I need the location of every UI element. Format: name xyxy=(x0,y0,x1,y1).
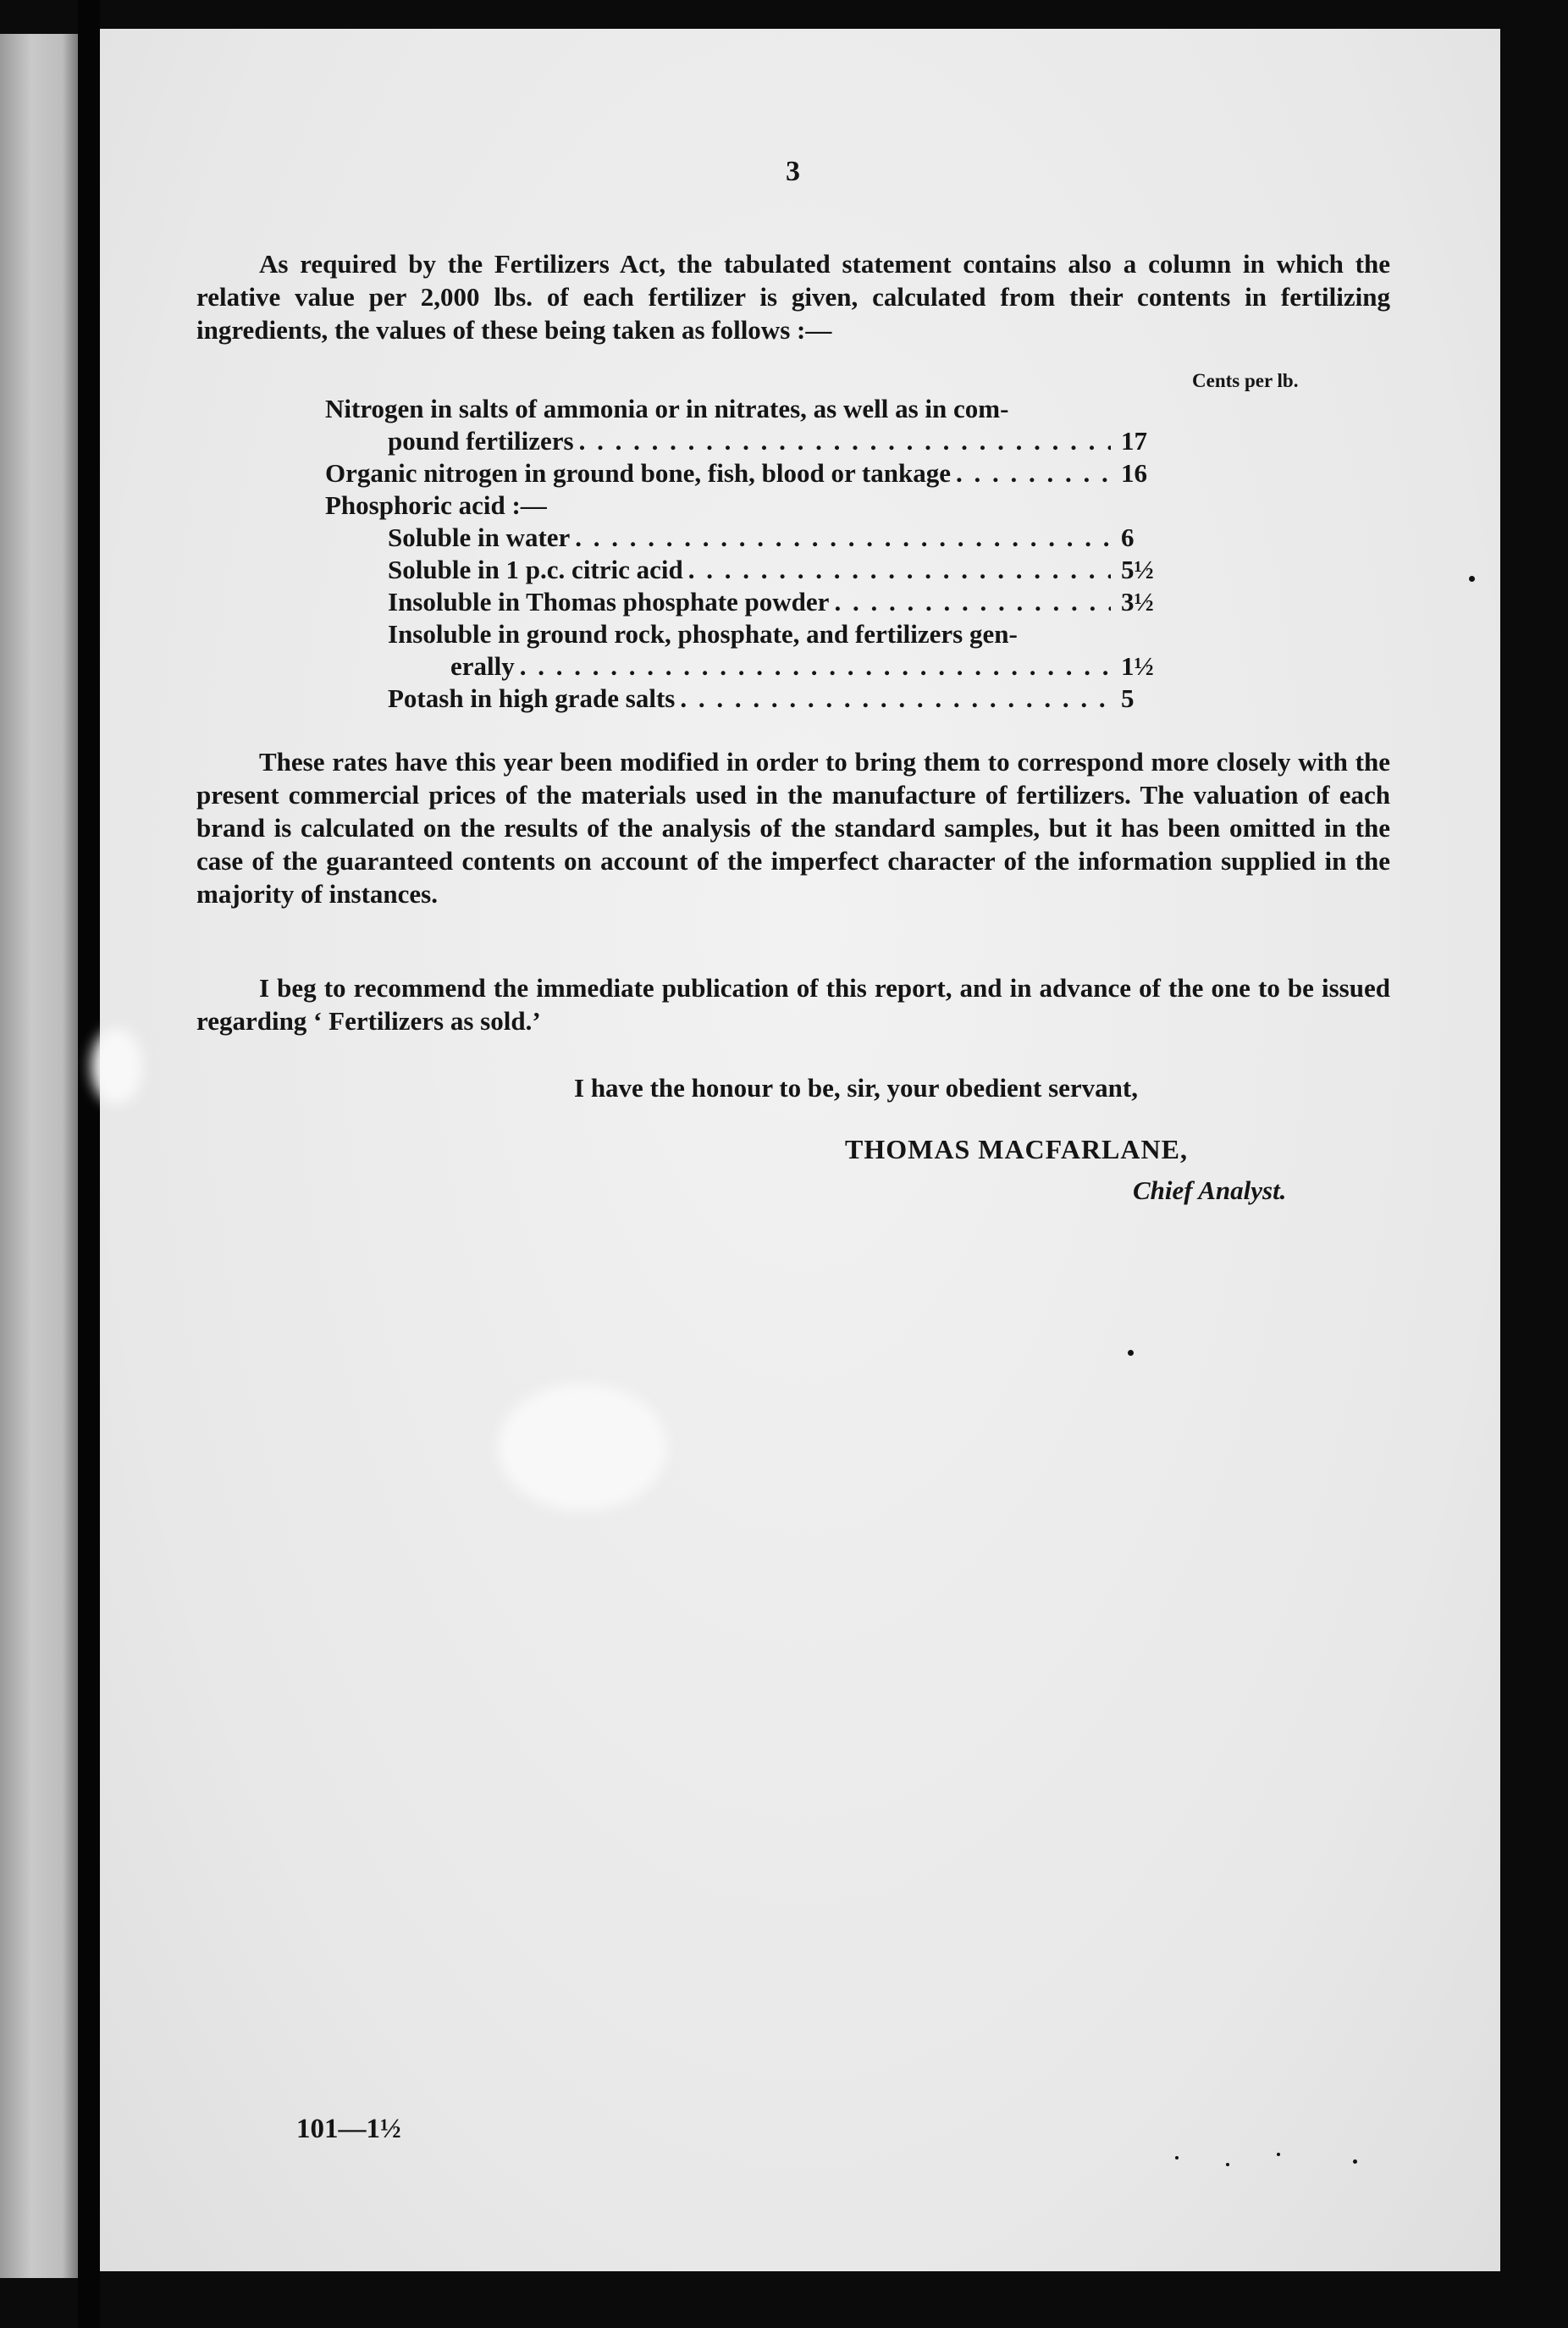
leader-dots xyxy=(688,554,1111,586)
closing-line: I have the honour to be, sir, your obedient servant, xyxy=(574,1073,1138,1103)
previous-page-edge xyxy=(0,34,78,2278)
rate-label-soluble-citric: Soluble in 1 p.c. citric acid xyxy=(388,555,683,584)
leader-dots xyxy=(834,586,1111,618)
rate-label-potash: Potash in high grade salts xyxy=(388,683,676,713)
dust-speck xyxy=(1469,576,1475,582)
dust-speck xyxy=(1226,2163,1229,2166)
signature-title: Chief Analyst. xyxy=(1133,1175,1287,1205)
rate-row-nitrogen xyxy=(388,425,1116,457)
rate-label-insoluble-rock-line2: erally xyxy=(450,651,515,681)
rate-value-insoluble-rock: 1½ xyxy=(1121,651,1154,681)
recommendation-paragraph: I beg to recommend the immediate publication of this report, and in advance of the one to be issued regarding ‘ Fertilizers as sold.’ xyxy=(196,973,1390,1036)
rate-value-organic-nitrogen: 16 xyxy=(1121,458,1147,488)
leader-dots xyxy=(579,425,1111,457)
leader-dots xyxy=(520,650,1111,683)
rate-value-insoluble-thomas: 3½ xyxy=(1121,587,1154,617)
paper-stain xyxy=(498,1384,667,1511)
signature-name: THOMAS MACFARLANE, xyxy=(845,1134,1188,1164)
rate-label-nitrogen-line2: pound fertilizers xyxy=(388,426,574,456)
rate-value-nitrogen: 17 xyxy=(1121,426,1147,456)
document-page xyxy=(100,29,1500,2271)
rates-column-header: Cents per lb. xyxy=(1192,370,1299,391)
rate-value-potash: 5 xyxy=(1121,683,1135,713)
rate-row-potash xyxy=(388,683,1116,715)
rate-value-soluble-water: 6 xyxy=(1121,523,1135,552)
printer-signature-mark: 101—1½ xyxy=(296,2114,401,2144)
rate-label-nitrogen-line1: Nitrogen in salts of ammonia or in nitrates, as well as in com- xyxy=(325,394,1009,423)
intro-paragraph: As required by the Fertilizers Act, the tabulated statement contains also a column in which the relative value per 2,000 lbs. of each fertilizer is given, calculated from their contents in fertilizing ingredients, the values of these being taken as follows :— xyxy=(196,249,1390,345)
rates-note-paragraph: These rates have this year been modified in order to bring them to correspond more closely with the present commercial prices of the materials used in the manufacture of fertilizers. The valuation of each brand is calculated on the results of the analysis of the standard samples, but it has been omitted in the case of the guaranteed contents on account of the imperfect character of the information supplied in the majority of instances. xyxy=(196,747,1390,909)
rate-row-organic-nitrogen xyxy=(325,457,1116,489)
rate-label-organic-nitrogen: Organic nitrogen in ground bone, fish, blood or tankage xyxy=(325,458,951,488)
rate-row-soluble-citric xyxy=(388,554,1116,586)
dust-speck xyxy=(1175,2156,1179,2159)
page-number: 3 xyxy=(786,156,800,187)
dust-speck xyxy=(1277,2153,1280,2156)
rate-label-phosphoric-acid: Phosphoric acid :— xyxy=(325,490,547,520)
rate-row-insoluble-rock xyxy=(450,650,1116,683)
rate-row-soluble-water xyxy=(388,522,1116,554)
rate-row-insoluble-thomas xyxy=(388,586,1116,618)
rate-value-soluble-citric: 5½ xyxy=(1121,555,1154,584)
dust-speck xyxy=(1128,1350,1134,1356)
dust-speck xyxy=(1353,2159,1357,2164)
paper-stain xyxy=(91,1028,142,1104)
book-gutter xyxy=(78,0,100,2328)
scan-border xyxy=(1500,0,1568,2328)
leader-dots xyxy=(680,683,1111,715)
rate-label-insoluble-rock-line1: Insoluble in ground rock, phosphate, and fertilizers gen- xyxy=(388,619,1018,649)
rate-label-insoluble-thomas: Insoluble in Thomas phosphate powder xyxy=(388,587,830,617)
rate-label-soluble-water: Soluble in water xyxy=(388,523,571,552)
leader-dots xyxy=(575,522,1111,554)
leader-dots xyxy=(956,457,1111,489)
